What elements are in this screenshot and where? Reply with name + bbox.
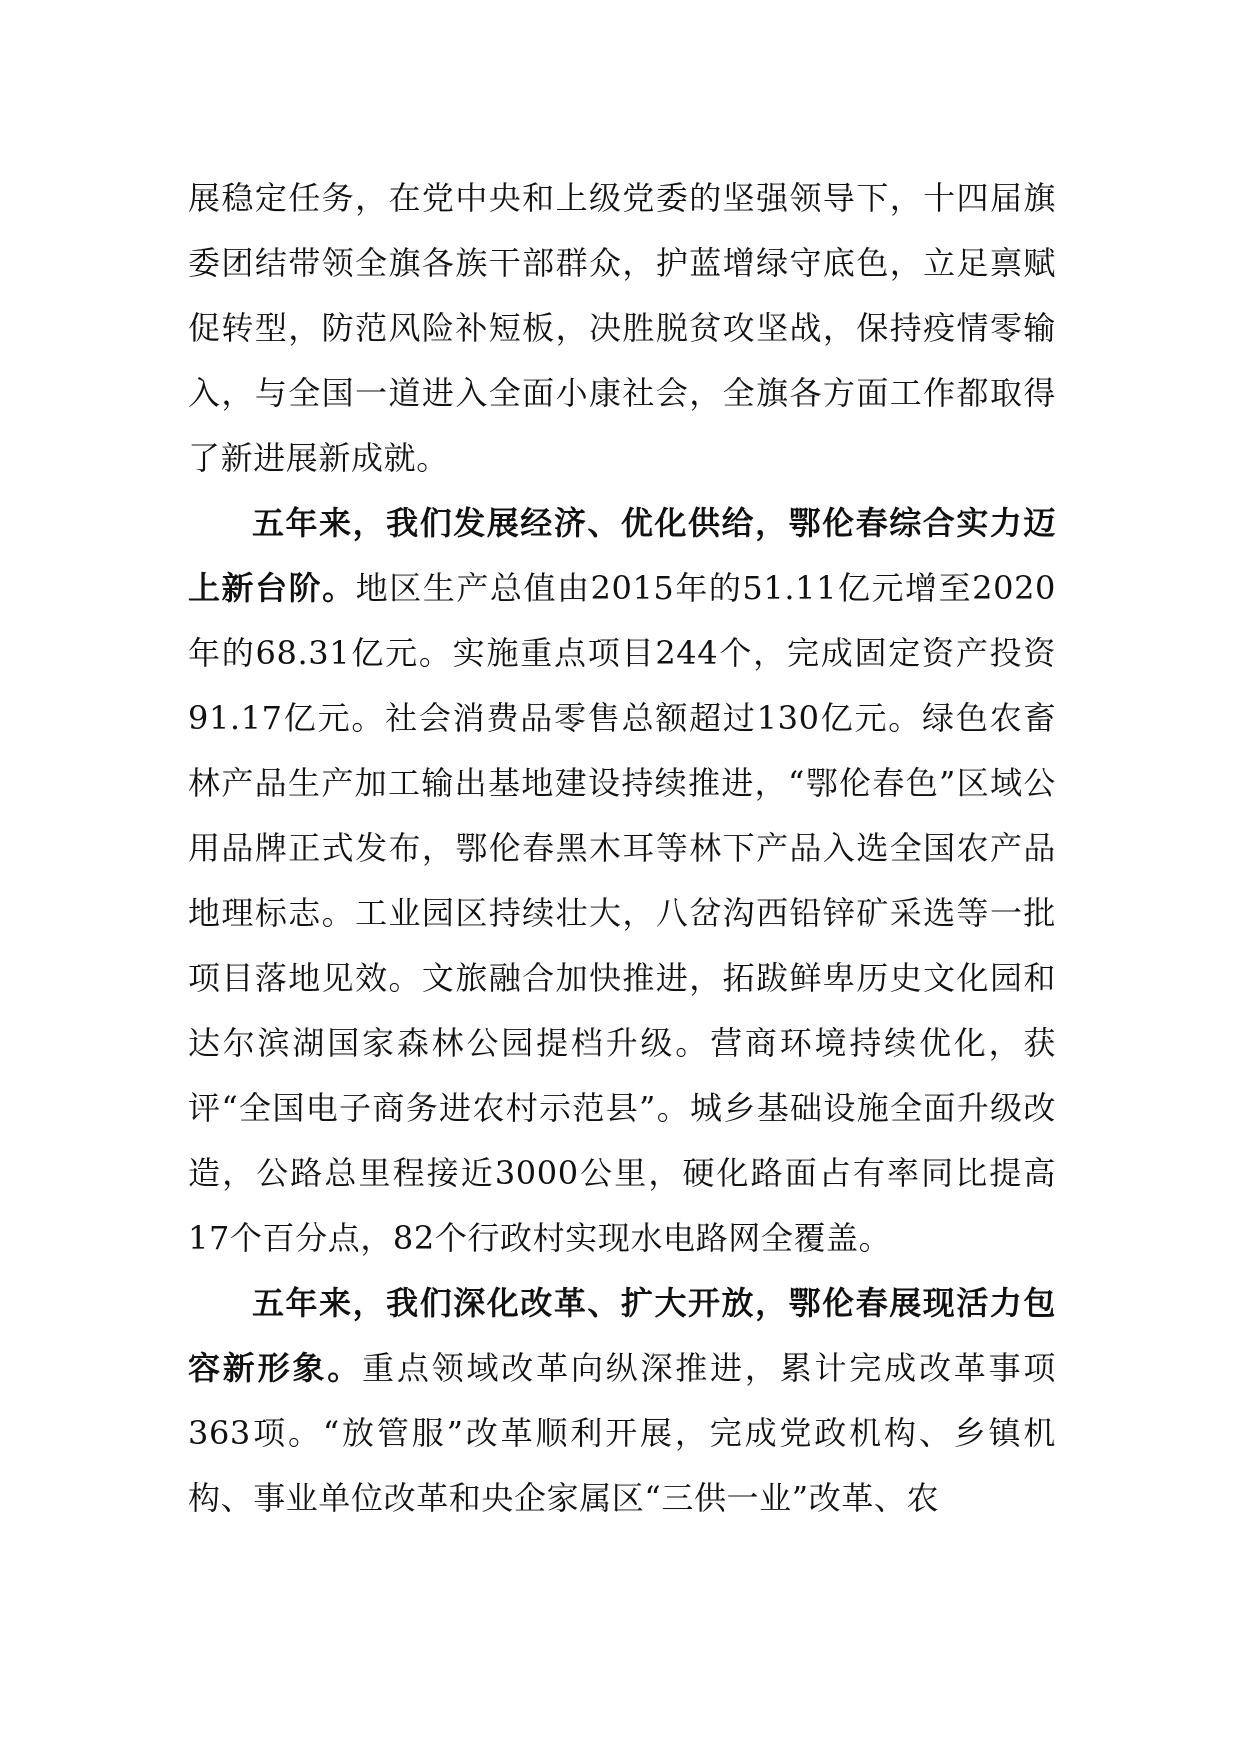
document-body <box>188 166 1056 1531</box>
paragraph-text: 地区生产总值由2015年的51.11亿元增至2020年的68.31亿元。实施重点项目244个，完成固定资产投资91.17亿元。社会消费品零售总额超过130亿元。绿色农畜林产品生产加工输出基地建设持续推进，“鄂伦春色”区域公用品牌正式发布，鄂伦春黑木耳等林下产品入选全国农产品地理标志。工业园区持续壮大，八岔沟西铅锌矿采选等一批项目落地见效。文旅融合加快推进，拓跋鲜卑历史文化园和达尔滨湖国家森林公园提档升级。营商环境持续优化，获评“全国电子商务进农村示范县”。城乡基础设施全面升级改造，公路总里程接近3000公里，硬化路面占有率同比提高17个百分点，82个行政村实现水电路网全覆盖。 <box>188 569 1056 1257</box>
paragraph-continuation <box>188 166 1056 491</box>
paragraph-economy <box>188 491 1056 1271</box>
paragraph-text: 重点领域改革向纵深推进，累计完成改革事项363项。“放管服”改革顺利开展，完成党政机构、乡镇机构、事业单位改革和央企家属区“三供一业”改革、农 <box>188 1349 1056 1517</box>
paragraph-reform <box>188 1271 1056 1531</box>
paragraph-text: 展稳定任务，在党中央和上级党委的坚强领导下，十四届旗委团结带领全旗各族干部群众，护蓝增绿守底色，立足禀赋促转型，防范风险补短板，决胜脱贫攻坚战，保持疫情零输入，与全国一道进入全面小康社会，全旗各方面工作都取得了新进展新成就。 <box>188 179 1056 477</box>
paragraph-lead-heading: 五年来，我们深化改革、扩大开放，鄂伦春展现活力包容新形象。 <box>188 1284 1056 1387</box>
paragraph-lead-heading: 五年来，我们发展经济、优化供给，鄂伦春综合实力迈上新台阶。 <box>188 504 1056 607</box>
